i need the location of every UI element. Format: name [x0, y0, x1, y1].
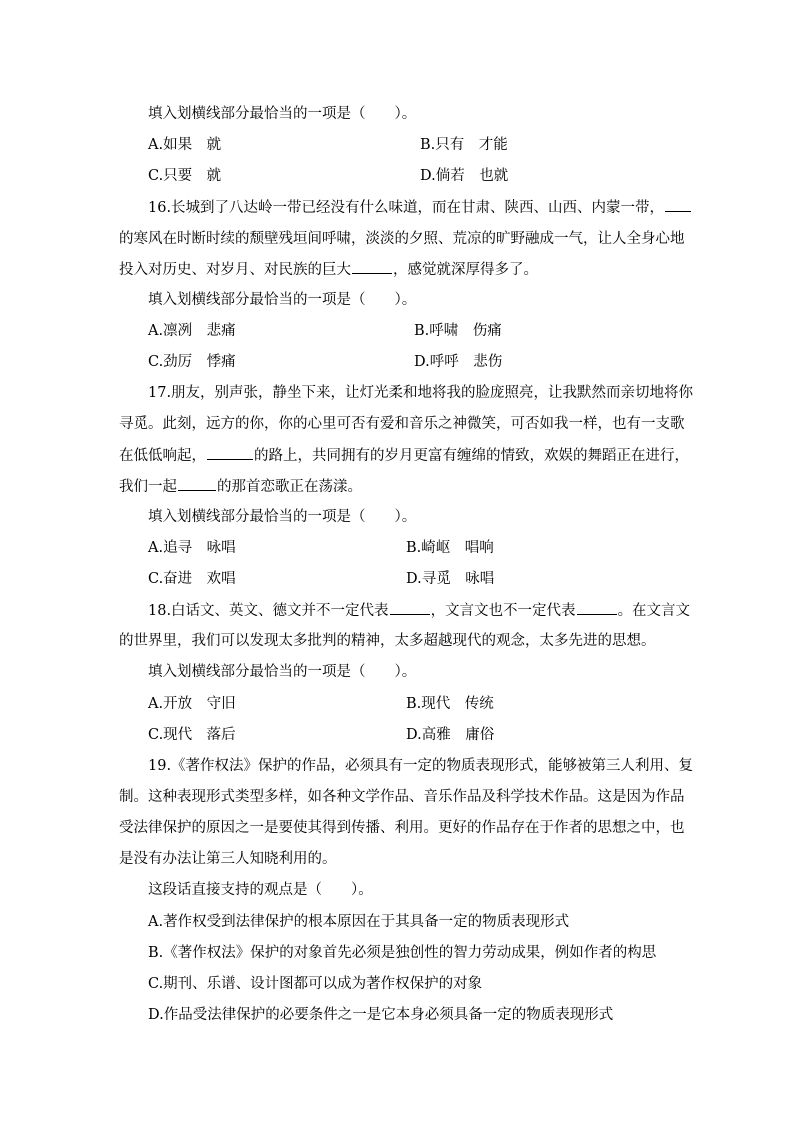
q16-option-c: C.劲厉 悸痛	[148, 354, 236, 370]
q17-option-d: D.寻觅 咏唱	[406, 571, 495, 587]
q16-option-a: A.凛冽 悲痛	[148, 323, 236, 339]
q17-blank-2	[178, 476, 216, 491]
q19-option-b: B.《著作权法》保护的对象首先必须是独创性的智力劳动成果，例如作者的构思	[148, 945, 657, 961]
q18-option-d: D.高雅 庸俗	[406, 727, 495, 743]
q19-text-line-4: 是没有办法让第三人知晓利用的。	[119, 851, 337, 867]
q19-option-d: D.作品受法律保护的必要条件之一是它本身必须具备一定的物质表现形式	[148, 1007, 614, 1023]
q15-option-d: D.倘若 也就	[420, 168, 509, 184]
q19-prompt: 这段话直接支持的观点是（ ）。	[148, 882, 373, 898]
q17-text-line-2: 寻觅。此刻，远方的你，你的心里可否有爱和音乐之神微笑，可否如我一样，也有一支歌	[119, 416, 685, 432]
q15-option-c: C.只要 就	[148, 168, 222, 184]
q18-text-line-2: 的世界里，我们可以发现太多批判的精神，太多超越现代的观念，太多先进的思想。	[119, 633, 656, 649]
q18-option-b: B.现代 传统	[406, 696, 494, 712]
q16-prompt: 填入划横线部分最恰当的一项是（ ）。	[148, 292, 417, 308]
q15-option-a: A.如果 就	[148, 137, 222, 153]
q19-option-c: C.期刊、乐谱、设计图都可以成为著作权保护的对象	[148, 976, 483, 992]
q17-blank-1	[207, 445, 253, 460]
q19-option-a: A.著作权受到法律保护的根本原因在于其具备一定的物质表现形式	[148, 914, 570, 930]
q17-option-b: B.崎岖 唱响	[406, 540, 494, 556]
q19-text-line-3: 受法律保护的原因之一是要使其得到传播、利用。更好的作品存在于作者的思想之中，也	[119, 820, 685, 836]
q17-prompt: 填入划横线部分最恰当的一项是（ ）。	[148, 509, 417, 525]
q17-option-a: A.追寻 咏唱	[148, 540, 236, 556]
q16-text-line-1: 16.长城到了八达岭一带已经没有什么味道，而在甘肃、陕西、山西、内蒙一带，	[148, 197, 708, 218]
q18-text-line-1: 18.白话文、英文、德文并不一定代表 ，文言文也不一定代表 。在文言文	[148, 600, 708, 621]
q15-prompt: 填入划横线部分最恰当的一项是（ ）。	[148, 106, 417, 122]
q17-option-c: C.奋进 欢唱	[148, 571, 236, 587]
q18-option-c: C.现代 落后	[148, 727, 236, 743]
q18-option-a: A.开放 守旧	[148, 696, 236, 712]
q17-text-line-4: 我们一起 的那首恋歌正在荡漾。	[119, 476, 679, 497]
q17-text-line-1: 17.朋友，别声张，静坐下来，让灯光柔和地将我的脸庞照亮，让我默然而亲切地将你	[148, 385, 694, 401]
q16-option-d: D.呼呼 悲伤	[414, 354, 503, 370]
q15-option-b: B.只有 才能	[420, 137, 508, 153]
q16-option-b: B.呼啸 伤痛	[414, 323, 502, 339]
q18-blank-2	[577, 600, 617, 615]
q18-prompt: 填入划横线部分最恰当的一项是（ ）。	[148, 664, 417, 680]
q16-blank-2	[352, 259, 392, 274]
q19-text-line-2: 制。这种表现形式类型多样，如各种文学作品、音乐作品及科学技术作品。这是因为作品	[119, 789, 685, 805]
q16-text-line-2: 的寒风在时断时续的颓壁残垣间呼啸，淡淡的夕照、荒凉的旷野融成一气，让人全身心地	[119, 231, 685, 247]
q16-blank-1	[665, 197, 691, 212]
q19-text-line-1: 19.《著作权法》保护的作品，必须具有一定的物质表现形式，能够被第三人利用、复	[148, 758, 694, 774]
q18-blank-1	[390, 600, 430, 615]
q17-text-line-3: 在低低响起， 的路上，共同拥有的岁月更富有缠绵的情致，欢娱的舞蹈正在进行，	[119, 445, 679, 466]
q16-text-line-3: 投入对历史、对岁月、对民族的巨大 ，感觉就深厚得多了。	[119, 259, 679, 280]
